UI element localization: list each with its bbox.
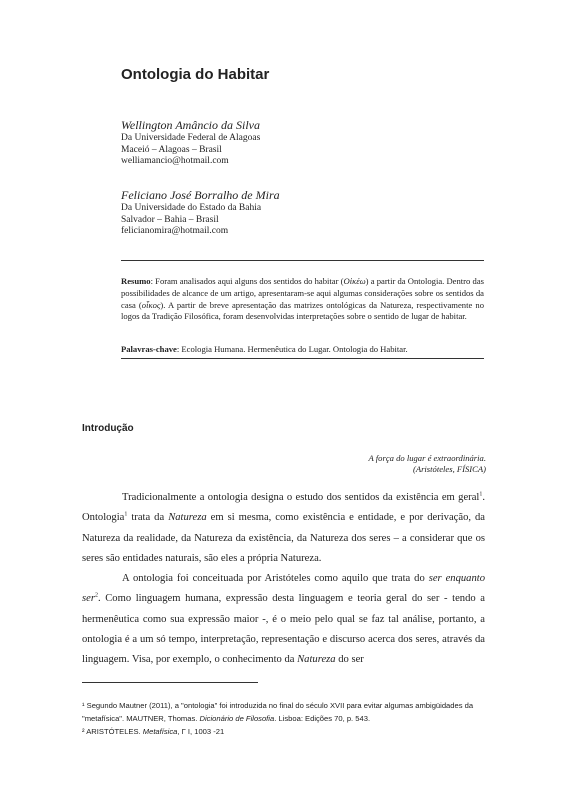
keywords-label: Palavras-chave xyxy=(121,344,177,354)
text-run-italic: Metafísica xyxy=(142,727,178,736)
epigraph-quote: A força do lugar é extraordinária. xyxy=(368,453,486,463)
text-run-italic: Natureza xyxy=(168,512,207,524)
text-run: . Ontologia xyxy=(82,492,485,524)
text-run-italic: ser enquanto ser xyxy=(82,573,485,605)
keywords-text: : Ecologia Humana. Hermenêutica do Lugar. Ontologia do Habitar. xyxy=(176,344,408,354)
author-location: Salvador – Bahia – Brasil xyxy=(121,214,219,225)
abstract-greek-term: Oἰκέω xyxy=(343,276,366,286)
author-name: Feliciano José Borralho de Mira xyxy=(121,188,280,202)
footnotes xyxy=(82,699,492,738)
footnote-2 xyxy=(82,725,492,738)
text-run: Tradicionalmente a ontologia designa o estudo dos sentidos da existência em geral xyxy=(122,492,480,503)
abstract xyxy=(121,276,484,323)
author-email: welliamancio@hotmail.com xyxy=(121,156,229,166)
text-run: em si mesma, como existência e entidade, e por derivação, da Natureza da realidade, da Natureza da existência, da Natureza dos seres – a considerar que os seres são entidades naturais, são eles a própria Natureza. xyxy=(82,512,486,564)
text-run: . Como linguagem humana, expressão desta linguagem e teoria geral do ser - tendo a hermenêutica como sua expressão maior -, é o meio pelo qual se faz tal análise, portanto, a ontologia é a um só tempo, interpretação, representação e discurso acerca dos seres, através da linguagem. Visa, por exemplo, o conhecimento da xyxy=(82,593,485,666)
author-location: Maceió – Alagoas – Brasil xyxy=(121,144,222,155)
footnote-ref: 2 xyxy=(94,592,98,599)
text-run-italic: Natureza xyxy=(297,654,336,666)
text-run: do ser xyxy=(335,654,364,666)
text-run: ² ARISTÓTELES. xyxy=(82,727,143,736)
abstract-bottom-rule xyxy=(121,358,484,359)
abstract-top-rule xyxy=(121,260,484,261)
author-affiliation: Da Universidade Federal de Alagoas xyxy=(121,133,261,143)
paper-title: Ontologia do Habitar xyxy=(121,66,270,83)
footnote-separator xyxy=(82,682,258,683)
footnote-1 xyxy=(82,699,492,725)
text-run-italic: Dicionário de Filosofia xyxy=(199,714,275,723)
body-paragraph xyxy=(82,488,485,569)
footnote-ref: 1 xyxy=(124,511,128,518)
epigraph xyxy=(369,453,486,475)
keywords xyxy=(121,344,484,355)
text-run: ¹ Segundo Mautner (2011), a "ontologia" foi introduzida no final do século XVII para evitar algumas ambigüidades da "metafísica". MAUTNER, Thomas. xyxy=(82,701,474,723)
footnote-ref: 1 xyxy=(479,491,483,498)
author-block-2 xyxy=(121,188,280,238)
text-run: trata da xyxy=(127,512,169,524)
body-text xyxy=(82,488,485,671)
author-affiliation: Da Universidade do Estado da Bahia xyxy=(121,203,262,213)
section-heading: Introdução xyxy=(82,423,134,434)
epigraph-source: (Aristóteles, FÍSICA) xyxy=(412,464,486,474)
abstract-greek-term: οἶκος xyxy=(141,299,161,310)
author-email: felicianomira@hotmail.com xyxy=(121,226,229,236)
author-name: Wellington Amâncio da Silva xyxy=(121,118,260,132)
text-run: , Γ I, 1003 -21 xyxy=(177,727,225,736)
text-run: A ontologia foi conceituada por Aristóteles como aquilo que trata do xyxy=(122,573,429,585)
author-block-1 xyxy=(121,118,260,168)
abstract-text: ). A partir de breve apresentação das matrizes ontológicas da Natureza, respectivamente no logos da Tradição Filosófica, foram desenvolvidas interpretações sobre o sentido de lugar de habitar. xyxy=(121,299,484,322)
abstract-text: : Foram analisados aqui alguns dos sentidos do habitar ( xyxy=(150,276,344,286)
abstract-text: ) a partir da Ontologia. Dentro das possibilidades de alcance de um artigo, apresentaram-se aqui algumas considerações sobre os sentidos da casa ( xyxy=(121,276,484,310)
body-paragraph xyxy=(82,569,485,670)
abstract-label: Resumo xyxy=(121,276,151,286)
text-run: . Lisboa: Edições 70, p. 543. xyxy=(274,714,371,723)
